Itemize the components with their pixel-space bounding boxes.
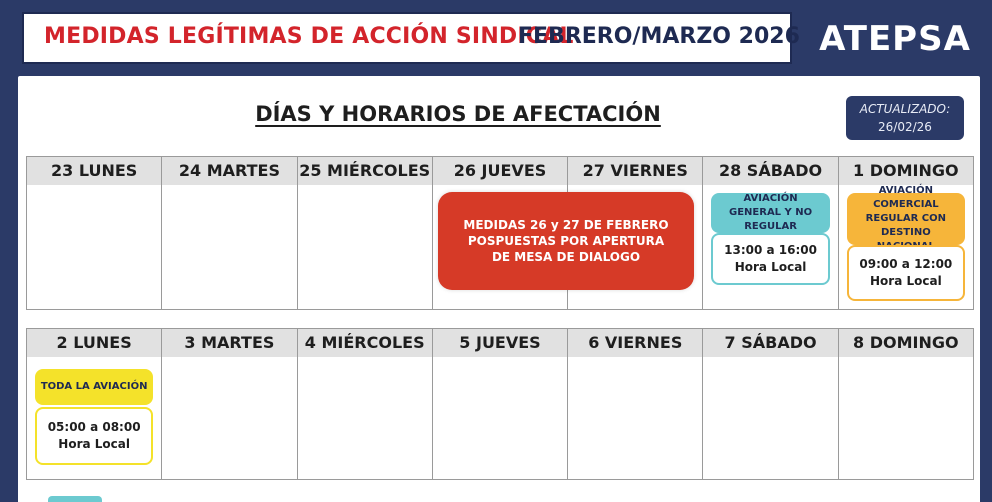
day-header: 28 SÁBADO <box>703 157 837 185</box>
day-cell <box>433 329 568 480</box>
sabado-time-box <box>711 233 829 285</box>
day-header: 3 MARTES <box>162 329 296 357</box>
sabado-zone: Hora Local <box>734 260 807 274</box>
day-header: 25 MIÉRCOLES <box>298 157 432 185</box>
day-header: 24 MARTES <box>162 157 296 185</box>
week-2-grid <box>26 328 974 480</box>
postponed-line-1: MEDIDAS 26 y 27 DE FEBRERO <box>463 218 669 232</box>
day-header: 4 MIÉRCOLES <box>298 329 432 357</box>
day-header: 5 JUEVES <box>433 329 567 357</box>
day-cell <box>27 157 162 310</box>
day-header: 8 DOMINGO <box>839 329 973 357</box>
updated-label: ACTUALIZADO: <box>859 102 951 116</box>
day-header: 6 VIERNES <box>568 329 702 357</box>
postponed-notice <box>438 192 694 290</box>
day-header: 27 VIERNES <box>568 157 702 185</box>
updated-badge <box>846 96 964 140</box>
domingo-category-tag: AVIACIÓN COMERCIAL REGULAR CON DESTINO <box>847 193 965 245</box>
section-title: DÍAS Y HORARIOS DE AFECTACIÓN <box>255 102 661 126</box>
day-header: 1 DOMINGO <box>839 157 973 185</box>
lunes-zone: Hora Local <box>58 437 130 451</box>
day-header: 7 SÁBADO <box>703 329 837 357</box>
day-cell <box>298 157 433 310</box>
lunes-time-box <box>35 407 153 465</box>
postponed-line-3: DE MESA DE DIALOGO <box>491 250 641 264</box>
brand-logo-text: ATEPSA <box>819 19 971 59</box>
lunes-time: 05:00 a 08:00 <box>47 420 141 434</box>
day-cell <box>839 157 974 310</box>
sabado-time: 13:00 a 16:00 <box>724 243 817 257</box>
domingo-zone: Hora Local <box>870 274 942 288</box>
day-cell <box>162 329 297 480</box>
day-header: 2 LUNES <box>27 329 161 357</box>
day-header: 26 JUEVES <box>433 157 567 185</box>
day-cell <box>568 329 703 480</box>
day-header: 23 LUNES <box>27 157 161 185</box>
lunes-category-tag: TODA LA AVIACIÓN <box>35 369 153 405</box>
updated-date: 26/02/26 <box>878 120 932 134</box>
header-period: FEBRERO/MARZO 2026 <box>518 24 800 49</box>
day-cell <box>839 329 974 480</box>
day-cell <box>298 329 433 480</box>
domingo-time: 09:00 a 12:00 <box>859 257 953 271</box>
header-title: MEDIDAS LEGÍTIMAS DE ACCIÓN SINDICAL <box>44 24 574 49</box>
day-cell <box>27 329 162 480</box>
day-cell <box>703 329 838 480</box>
legend-swatch <box>48 496 102 502</box>
day-cell <box>703 157 838 310</box>
postponed-line-2: POSPUESTAS POR APERTURA <box>467 234 665 248</box>
domingo-time-box <box>847 245 965 301</box>
sabado-category-tag: AVIACIÓN GENERAL Y NO REGULAR <box>711 193 829 233</box>
day-cell <box>162 157 297 310</box>
